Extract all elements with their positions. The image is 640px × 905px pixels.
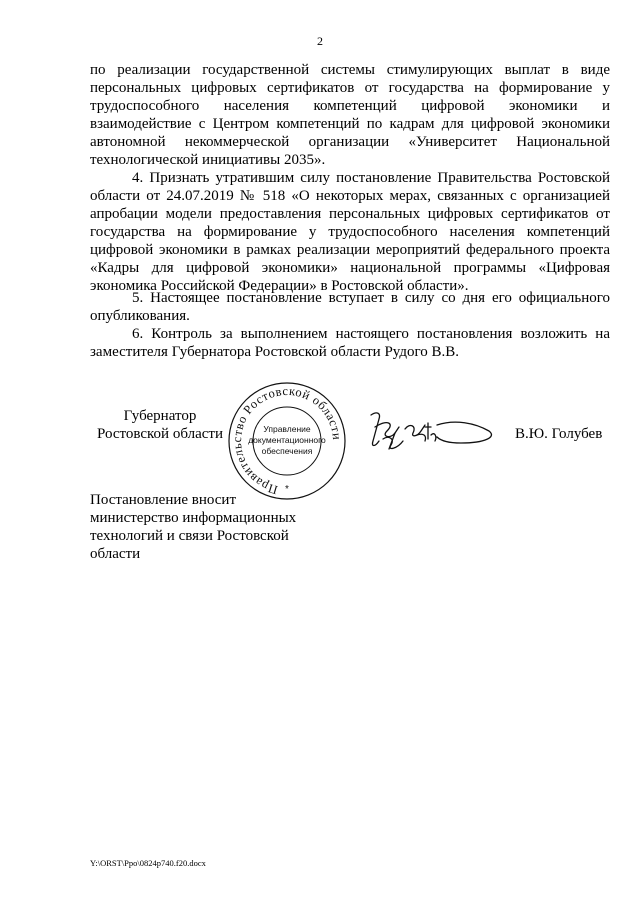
- governor-title: [90, 407, 230, 443]
- governor-name: В.Ю. Голубев: [515, 426, 603, 442]
- submission-note: Постановление вносит министерство информационных технологий и связи Ростовской области: [90, 492, 297, 562]
- official-seal: [222, 380, 352, 500]
- seal-star-icon: *: [285, 484, 289, 495]
- page-number: 2: [317, 34, 323, 48]
- seal-center-line3: обеспечения: [261, 446, 313, 456]
- seal-ring-text: Правительство Ростовской области: [229, 383, 345, 497]
- governor-title-line1: Губернатор: [123, 408, 197, 424]
- handwritten-signature: [365, 405, 500, 460]
- paragraph-item-6: 6. Контроль за выполнением настоящего постановления возложить на заместителя Губернатора Ростовской области Рудого В.В.: [90, 326, 610, 360]
- seal-center-line1: Управление: [263, 424, 311, 434]
- governor-title-line2: Ростовской области: [97, 426, 223, 442]
- paragraph-item-5: 5. Настоящее постановление вступает в силу со дня его официального опубликования.: [90, 290, 610, 324]
- file-path-footer: Y:\ORST\Ppo\0824p740.f20.docx: [90, 858, 206, 868]
- paragraph-continuation: по реализации государственной системы стимулирующих выплат в виде персональных цифровых сертификатов от государства на формирование у трудоспособного населения компетенций цифровой экономики и взаимодействие с Центром компетенций по кадрам для цифровой экономики автономной некоммерческой организации «Университет Национальной технологической инициативы 2035».: [90, 62, 610, 168]
- seal-center-line2: документационного: [248, 435, 326, 445]
- paragraph-item-4: 4. Признать утратившим силу постановление Правительства Ростовской области от 24.07.2019 № 518 «О некоторых мерах, связанных с организацией апробации модели предоставления персональных цифровых сертификатов от государства на формирование у трудоспособного населения компетенций цифровой экономики в рамках реализации мероприятий федерального проекта «Кадры для цифровой экономики» национальной программы «Цифровая экономика Российской Федерации» в Ростовской области».: [90, 170, 610, 294]
